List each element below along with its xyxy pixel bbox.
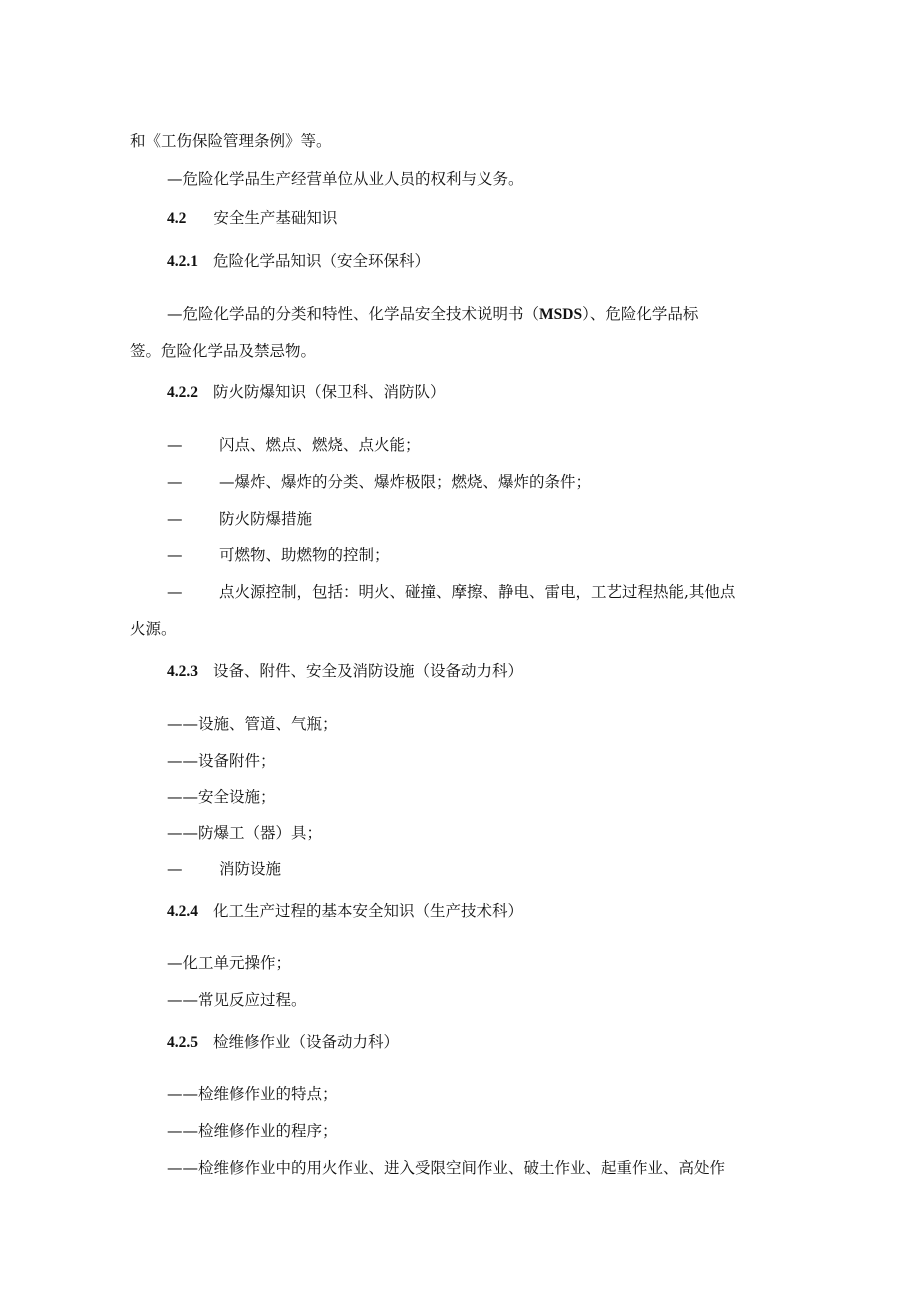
- list-item: —化工单元操作；: [167, 954, 292, 972]
- list-item: [167, 859, 282, 879]
- list-item: ——防爆工（器）具；: [167, 824, 323, 842]
- msds-abbreviation: MSDS: [539, 306, 583, 323]
- section-number: 4.2.4: [167, 903, 198, 920]
- section-title: 设备、附件、安全及消防设施（设备动力科）: [212, 662, 523, 680]
- section-title: 危险化学品知识（安全环保科）: [212, 252, 430, 270]
- list-item: [167, 435, 421, 455]
- list-dash: —: [167, 436, 183, 454]
- list-text: 点火源控制，包括：明火、碰撞、摩擦、静电、雷电，工艺过程热能,其他点: [219, 583, 736, 601]
- list-item: [167, 545, 390, 565]
- list-item: ——检维修作业的特点；: [167, 1085, 338, 1103]
- list-dash: —: [167, 510, 183, 528]
- section-title: 安全生产基础知识: [213, 209, 338, 227]
- list-text: 防火防爆措施: [219, 510, 313, 528]
- list-dash: —: [167, 583, 183, 601]
- list-item: [167, 509, 313, 529]
- list-item: ——设备附件；: [167, 752, 276, 770]
- section-number: 4.2.3: [167, 663, 198, 680]
- section-title: 防火防爆知识（保卫科、消防队）: [212, 383, 446, 401]
- list-dash: —: [167, 860, 183, 878]
- list-item: ——检维修作业的程序；: [167, 1122, 338, 1140]
- list-text: 消防设施: [219, 860, 282, 878]
- paragraph-line: 和《工伤保险管理条例》等。: [130, 132, 332, 150]
- list-dash: —: [167, 546, 183, 564]
- section-number: 4.2: [167, 210, 187, 227]
- section-heading-4-2-5: [167, 1032, 399, 1053]
- paragraph-line: —危险化学品生产经营单位从业人员的权利与义务。: [167, 170, 524, 188]
- section-heading-4-2: [167, 208, 337, 229]
- paragraph-line: 签。危险化学品及禁忌物。: [130, 342, 317, 360]
- section-title: 化工生产过程的基本安全知识（生产技术科）: [212, 902, 523, 920]
- text-run: —危险化学品的分类和特性、化学品安全技术说明书（: [167, 305, 540, 323]
- list-text: 闪点、燃点、燃烧、点火能；: [219, 436, 421, 454]
- list-text: 可燃物、助燃物的控制；: [219, 546, 390, 564]
- paragraph-line: 火源。: [130, 620, 177, 638]
- list-item: [167, 472, 592, 492]
- list-item: ——设施、管道、气瓶；: [167, 715, 338, 733]
- section-heading-4-2-4: [167, 901, 523, 922]
- list-text: —爆炸、爆炸的分类、爆炸极限；燃烧、爆炸的条件；: [219, 473, 592, 491]
- list-item: [167, 582, 736, 602]
- list-item: ——安全设施；: [167, 788, 276, 806]
- list-dash: —: [167, 473, 183, 491]
- section-heading-4-2-1: [167, 251, 430, 272]
- list-item: ——常见反应过程。: [167, 991, 307, 1009]
- paragraph-line: [167, 304, 698, 325]
- section-title: 检维修作业（设备动力科）: [212, 1033, 399, 1051]
- section-number: 4.2.5: [167, 1034, 198, 1051]
- text-run: ）、危险化学品标: [582, 305, 699, 323]
- section-heading-4-2-2: [167, 382, 445, 403]
- section-heading-4-2-3: [167, 661, 523, 682]
- section-number: 4.2.2: [167, 384, 198, 401]
- section-number: 4.2.1: [167, 253, 198, 270]
- list-item: ——检维修作业中的用火作业、进入受限空间作业、破土作业、起重作业、高处作: [167, 1159, 726, 1177]
